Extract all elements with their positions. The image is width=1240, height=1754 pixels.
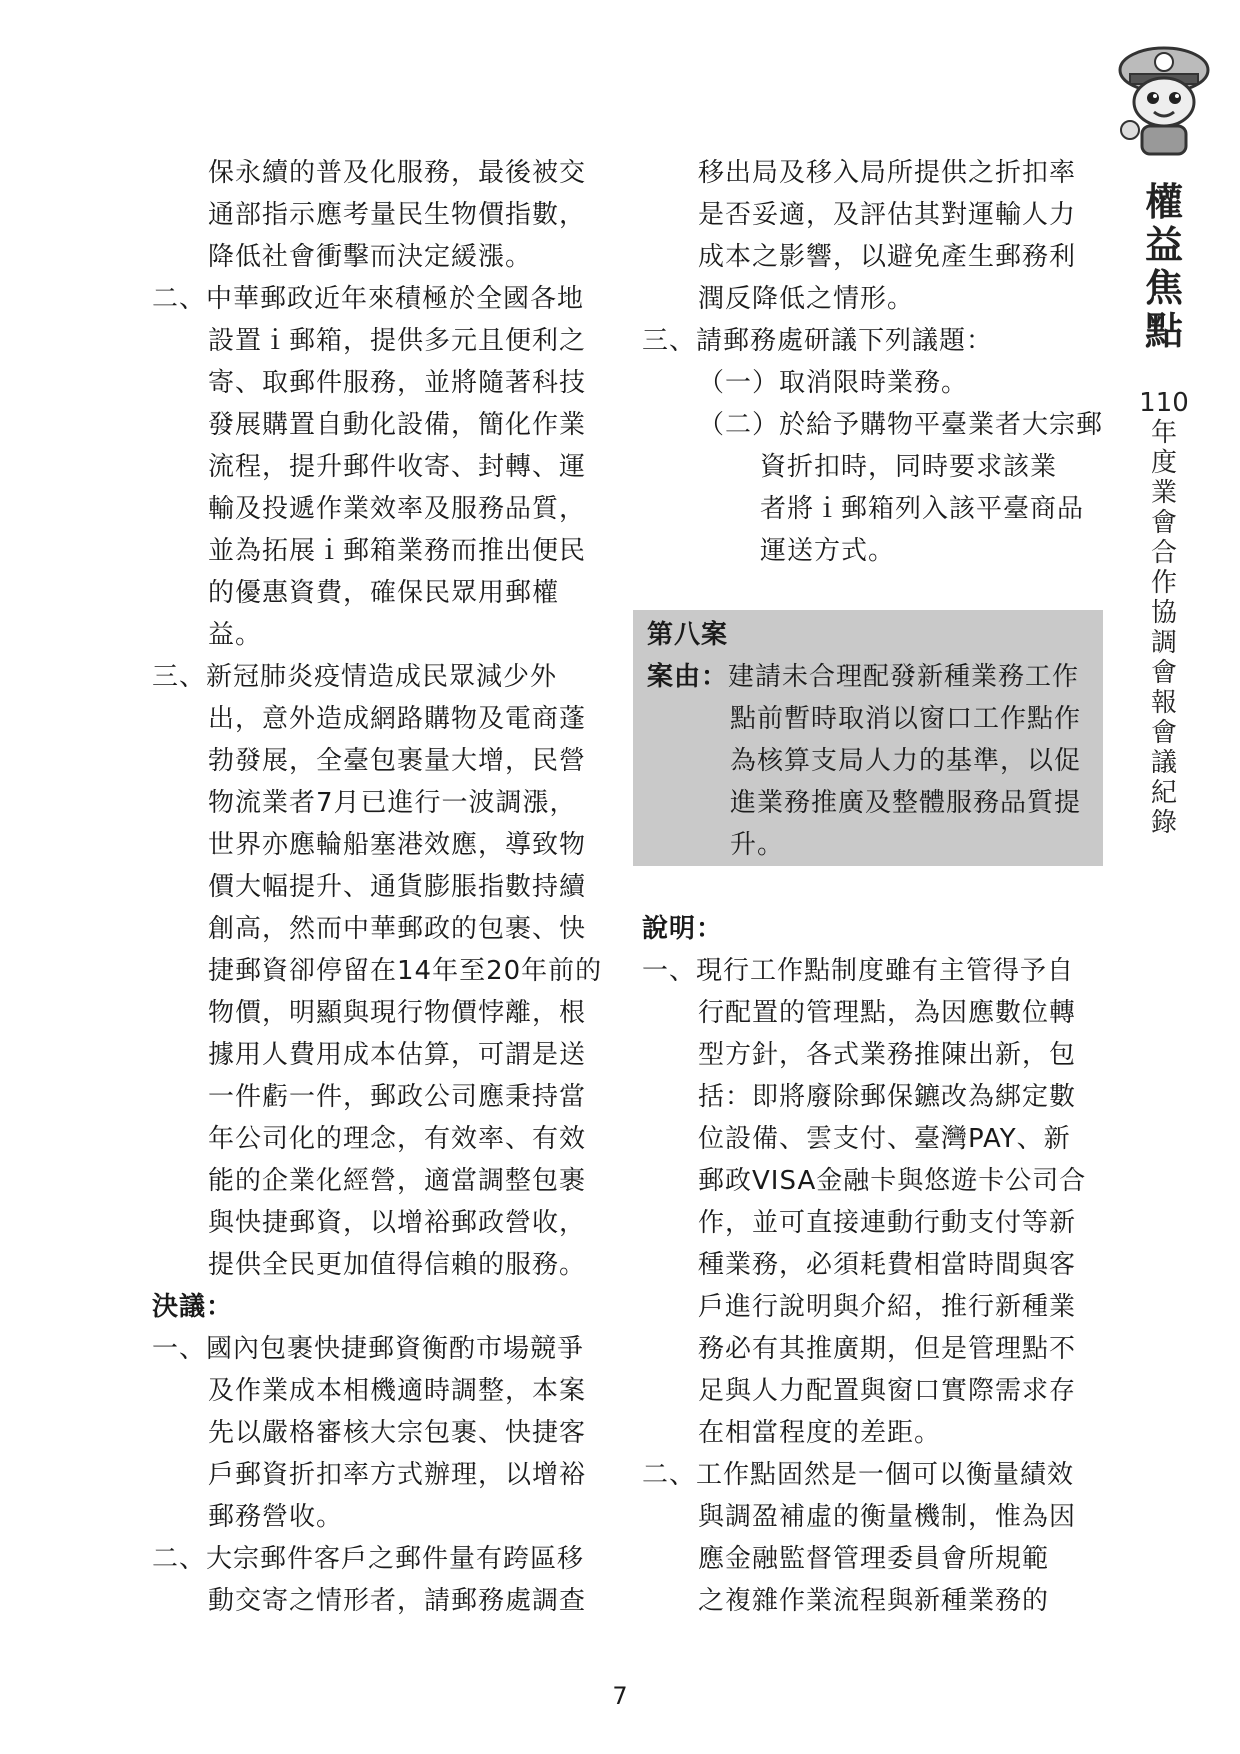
text-line: 通部指示應考量民生物價指數，: [208, 200, 587, 230]
text-line: 世界亦應輪船塞港效應，導致物: [208, 830, 587, 860]
text-line: 物流業者7月已進行一波調漲，: [208, 788, 577, 818]
text-line: 設置ｉ郵箱，提供多元且便利之: [208, 326, 587, 356]
text-line: 括：即將廢除郵保鑣改為綁定數: [698, 1082, 1077, 1112]
sidebar-subtitle-char: 議: [1150, 748, 1177, 778]
text-line: 物價，明顯與現行物價悖離，根: [208, 998, 587, 1028]
text-line: 型方針，各式業務推陳出新，包: [698, 1040, 1077, 1070]
text-line: 種業務，必須耗費相當時間與客: [698, 1250, 1077, 1280]
text-line: 在相當程度的差距。: [698, 1418, 942, 1448]
sidebar-subtitle-char: 會: [1150, 658, 1177, 688]
text-line: 資折扣時，同時要求該業: [760, 452, 1058, 482]
text-line: 能的企業化經營，適當調整包裹: [208, 1166, 587, 1196]
text-line: 一、現行工作點制度雖有主管得予自: [642, 956, 1075, 986]
text-line: 郵政VISA金融卡與悠遊卡公司合: [698, 1166, 1087, 1196]
sidebar-subtitle-char: 年: [1150, 418, 1177, 448]
text-line: 一、國內包裹快捷郵資衡酌市場競爭: [152, 1334, 585, 1364]
text-line: 一件虧一件，郵政公司應秉持當: [208, 1082, 587, 1112]
text-line: 戶郵資折扣率方式辦理，以增裕: [208, 1460, 587, 1490]
sidebar-title-char: 點: [1144, 308, 1183, 353]
sidebar-subtitle-char: 度: [1150, 448, 1177, 478]
sidebar-subtitle-char: 會: [1150, 508, 1177, 538]
case-reason-text: 為核算支局人力的基準，以促: [730, 746, 1082, 776]
text-line: 行配置的管理點，為因應數位轉: [698, 998, 1077, 1028]
text-line: 與調盈補虛的衡量機制，惟為因: [698, 1502, 1077, 1532]
left-column: [152, 152, 604, 1622]
text-line: 郵務營收。: [208, 1502, 344, 1532]
case-reason-text: 點前暫時取消以窗口工作點作: [730, 704, 1082, 734]
sidebar-subtitle-char: 110: [1139, 388, 1189, 418]
case-reason-text: 進業務推廣及整體服務品質提: [730, 788, 1082, 818]
sidebar-subtitle-char: 錄: [1150, 808, 1177, 838]
text-line: 並為拓展ｉ郵箱業務而推出便民: [208, 536, 587, 566]
text-line: 及作業成本相機適時調整，本案: [208, 1376, 587, 1406]
text-line: 二、工作點固然是一個可以衡量績效: [642, 1460, 1075, 1490]
text-line: 三、新冠肺炎疫情造成民眾減少外: [152, 662, 558, 692]
text-line: 勃發展，全臺包裹量大增，民營: [208, 746, 587, 776]
sidebar-subtitle: [1136, 388, 1192, 838]
text-line: 年公司化的理念，有效率、有效: [208, 1124, 587, 1154]
sidebar-subtitle-char: 紀: [1150, 778, 1177, 808]
page-number: 7: [612, 1682, 628, 1710]
text-line: 價大幅提升、通貨膨脹指數持續: [208, 872, 587, 902]
section-heading: 說明：: [642, 914, 724, 944]
text-line: 降低社會衝擊而決定緩漲。: [208, 242, 533, 272]
text-line: 二、大宗郵件客戶之郵件量有跨區移: [152, 1544, 585, 1574]
right-column-bottom: [642, 908, 1104, 1622]
text-line: 成本之影響，以避免產生郵務利: [698, 242, 1077, 272]
sidebar-title-char: 焦: [1144, 265, 1183, 310]
sidebar-subtitle-char: 調: [1150, 628, 1177, 658]
text-line: 的優惠資費，確保民眾用郵權: [208, 578, 560, 608]
text-line: 應金融監督管理委員會所規範: [698, 1544, 1050, 1574]
sidebar-subtitle-char: 報: [1150, 688, 1177, 718]
text-line: 發展購置自動化設備，簡化作業: [208, 410, 587, 440]
text-line: 位設備、雲支付、臺灣PAY、新: [698, 1124, 1071, 1154]
text-line: 之複雜作業流程與新種業務的: [698, 1586, 1050, 1616]
case-reason-line: [647, 656, 1081, 698]
sidebar-subtitle-char: 合: [1150, 538, 1177, 568]
sidebar-subtitle-char: 作: [1150, 568, 1177, 598]
text-line: 務必有其推廣期，但是管理點不: [698, 1334, 1077, 1364]
sidebar-title: [1140, 180, 1188, 352]
text-line: 創高，然而中華郵政的包裹、快: [208, 914, 587, 944]
sidebar-title-char: 權: [1144, 179, 1183, 224]
case-reason-label: 案由：: [647, 662, 729, 692]
text-line: 足與人力配置與窗口實際需求存: [698, 1376, 1077, 1406]
text-line: 輸及投遞作業效率及服務品質，: [208, 494, 587, 524]
text-line: 流程，提升郵件收寄、封轉、運: [208, 452, 587, 482]
text-line: 潤反降低之情形。: [698, 284, 915, 314]
postman-mascot-icon: [1108, 40, 1220, 158]
text-line: 是否妥適，及評估其對運輸人力: [698, 200, 1077, 230]
text-line: 戶進行說明與介紹，推行新種業: [698, 1292, 1077, 1322]
text-line: 作，並可直接連動行動支付等新: [698, 1208, 1077, 1238]
right-column-top: [642, 152, 1104, 572]
text-line: 捷郵資卻停留在14年至20年前的: [208, 956, 603, 986]
sidebar-title-char: 益: [1144, 222, 1183, 267]
text-line: 者將ｉ郵箱列入該平臺商品: [760, 494, 1085, 524]
text-line: （一）取消限時業務。: [698, 368, 969, 398]
text-line: 與快捷郵資，以增裕郵政營收，: [208, 1208, 587, 1238]
text-line: 出，意外造成網路購物及電商蓬: [208, 704, 587, 734]
text-line: 三、請郵務處研議下列議題：: [642, 326, 994, 356]
text-line: 先以嚴格審核大宗包裹、快捷客: [208, 1418, 587, 1448]
case-reason-text: 升。: [730, 830, 785, 860]
case-box: [633, 610, 1103, 866]
text-line: 二、中華郵政近年來積極於全國各地: [152, 284, 585, 314]
section-heading: 決議：: [152, 1292, 234, 1322]
text-line: 據用人費用成本估算，可謂是送: [208, 1040, 587, 1070]
text-line: 動交寄之情形者，請郵務處調查: [208, 1586, 587, 1616]
text-line: 提供全民更加值得信賴的服務。: [208, 1250, 587, 1280]
text-line: 運送方式。: [760, 536, 896, 566]
sidebar-subtitle-char: 業: [1150, 478, 1177, 508]
sidebar-subtitle-char: 協: [1150, 598, 1177, 628]
text-line: 益。: [208, 620, 263, 650]
text-line: （二）於給予購物平臺業者大宗郵: [698, 410, 1104, 440]
sidebar-subtitle-char: 會: [1150, 718, 1177, 748]
text-line: 保永續的普及化服務，最後被交: [208, 158, 587, 188]
text-line: 寄、取郵件服務，並將隨著科技: [208, 368, 587, 398]
text-line: 移出局及移入局所提供之折扣率: [698, 158, 1077, 188]
case-heading: 第八案: [647, 620, 729, 650]
case-reason-text: 建請未合理配發新種業務工作: [728, 662, 1080, 692]
